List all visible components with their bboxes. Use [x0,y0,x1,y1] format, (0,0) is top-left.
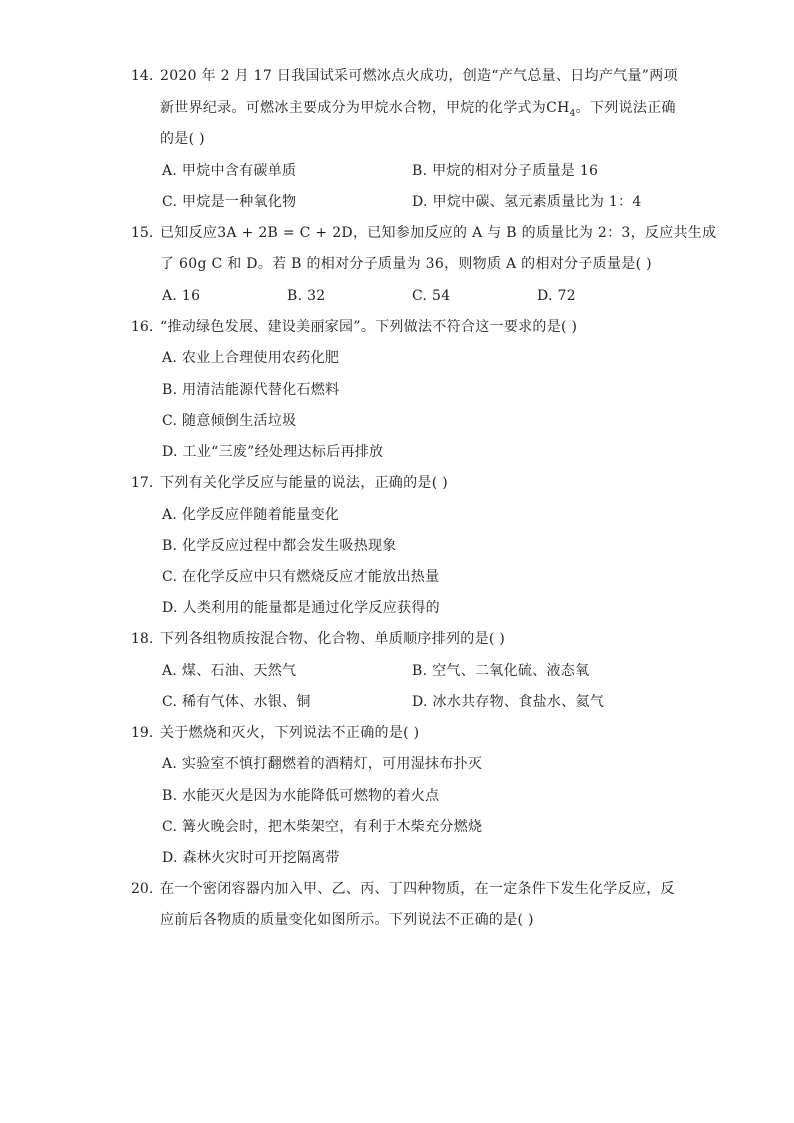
question-number: 19. [131,725,154,741]
option-d[interactable]: D. 工业“三废”经处理达标后再排放 [162,444,384,460]
question-text-line: 的是( ) [160,131,205,147]
option-d[interactable]: D. 人类利用的能量都是通过化学反应获得的 [162,600,440,616]
option-a[interactable]: A. 甲烷中含有碳单质 [162,163,297,179]
option-b[interactable]: B. 水能灭火是因为水能降低可燃物的着火点 [162,788,440,804]
question-text-line: 已知反应3A + 2B = C + 2D，已知参加反应的 A 与 B 的质量比为 2：3，反应共生成 [160,225,717,241]
option-b[interactable]: B. 空气、二氧化硫、液态氧 [412,663,590,679]
question-text-line: 新世界纪录。可燃冰主要成分为甲烷水合物，甲烷的化学式为$CH_4$。下列说法正确 [160,100,676,119]
question-text-line: 关于燃烧和灭火，下列说法不正确的是( ) [160,725,420,741]
question-text-line: 应前后各物质的质量变化如图所示。下列说法不正确的是( ) [160,912,534,928]
option-a[interactable]: A. 16 [162,288,201,304]
option-b[interactable]: B. 用清洁能源代替化石燃料 [162,382,340,398]
option-c[interactable]: C. 54 [412,288,451,304]
question-text-line: “推动绿色发展、建设美丽家园”。下列做法不符合这一要求的是( ) [160,319,578,335]
option-d[interactable]: D. 72 [537,288,576,304]
option-a[interactable]: A. 化学反应伴随着能量变化 [162,507,340,523]
option-c[interactable]: C. 随意倾倒生活垃圾 [162,413,297,429]
option-c[interactable]: C. 在化学反应中只有燃烧反应才能放出热量 [162,569,440,585]
option-d[interactable]: D. 冰水共存物、食盐水、氦气 [412,694,605,710]
question-number: 20. [131,881,154,897]
option-d[interactable]: D. 甲烷中碳、氢元素质量比为 1：4 [412,194,642,210]
option-a[interactable]: A. 农业上合理使用农药化肥 [162,350,340,366]
option-b[interactable]: B. 甲烷的相对分子质量是 16 [412,163,599,179]
option-d[interactable]: D. 森林火灾时可开挖隔离带 [162,850,340,866]
option-c[interactable]: C. 甲烷是一种氧化物 [162,194,297,210]
question-number: 15. [131,225,154,241]
question-number: 17. [131,475,154,491]
question-number: 18. [131,631,154,647]
question-text-line: 在一个密闭容器内加入甲、乙、丙、丁四种物质，在一定条件下发生化学反应，反 [160,881,675,897]
option-a[interactable]: A. 煤、石油、天然气 [162,663,297,679]
option-b[interactable]: B. 化学反应过程中都会发生吸热现象 [162,538,397,554]
question-text-line: 下列有关化学反应与能量的说法，正确的是( ) [160,475,448,491]
option-c[interactable]: C. 篝火晚会时，把木柴架空，有利于木柴充分燃烧 [162,819,483,835]
question-number: 16. [131,319,154,335]
question-text-line: 2020 年 2 月 17 日我国试采可燃冰点火成功，创造“产气总量、日均产气量”两项 [160,68,678,84]
option-b[interactable]: B. 32 [287,288,326,304]
question-text-line: 了 60g C 和 D。若 B 的相对分子质量为 36，则物质 A 的相对分子质量是( ) [160,256,652,272]
question-text-line: 下列各组物质按混合物、化合物、单质顺序排列的是( ) [160,631,506,647]
option-a[interactable]: A. 实验室不慎打翻燃着的酒精灯，可用湿抹布扑灭 [162,756,483,772]
question-number: 14. [131,68,154,84]
option-c[interactable]: C. 稀有气体、水银、铜 [162,694,311,710]
